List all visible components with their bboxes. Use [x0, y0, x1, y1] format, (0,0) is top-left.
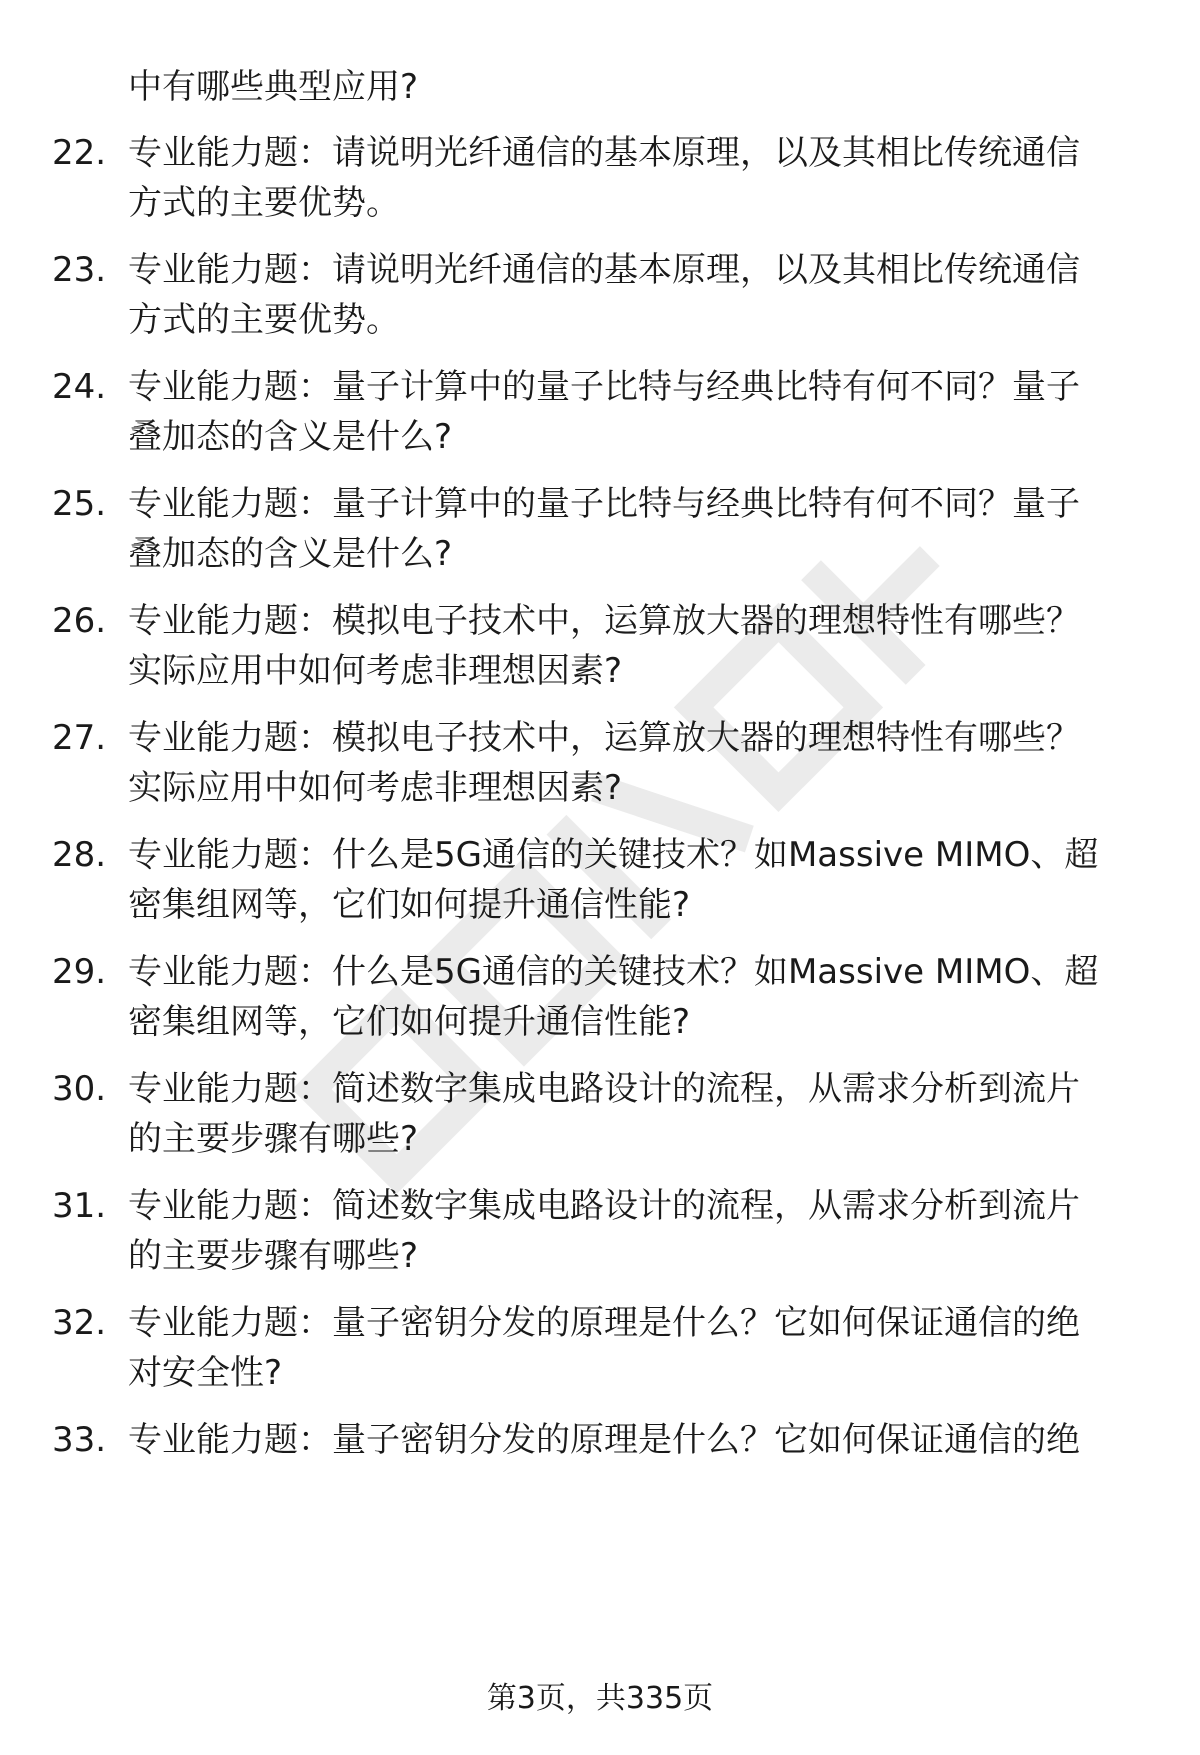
continuation-text: 中有哪些典型应用?	[128, 67, 419, 107]
question-number: 30.	[52, 1069, 107, 1109]
question-text-line2: 对安全性?	[128, 1353, 283, 1393]
question-number: 27.	[52, 718, 107, 758]
question-number: 25.	[52, 484, 107, 524]
question-number: 29.	[52, 952, 107, 992]
question-text-line1: 专业能力题：量子计算中的量子比特与经典比特有何不同？量子	[128, 484, 1080, 524]
question-text-line1: 专业能力题：量子密钥分发的原理是什么？它如何保证通信的绝	[128, 1303, 1080, 1343]
question-text-line2: 的主要步骤有哪些?	[128, 1119, 419, 1159]
question-text-line2: 实际应用中如何考虑非理想因素?	[128, 768, 623, 808]
question-number: 33.	[52, 1420, 107, 1460]
question-text-line2: 叠加态的含义是什么?	[128, 534, 453, 574]
question-text-line1: 专业能力题：量子密钥分发的原理是什么？它如何保证通信的绝	[128, 1420, 1080, 1460]
question-number: 28.	[52, 835, 107, 875]
question-number: 24.	[52, 367, 107, 407]
question-text-line2: 方式的主要优势。	[128, 300, 400, 340]
page-footer: 第3页，共335页	[486, 1681, 714, 1716]
question-text-line1: 专业能力题：请说明光纤通信的基本原理，以及其相比传统通信	[128, 133, 1080, 173]
question-text-line1: 专业能力题：简述数字集成电路设计的流程，从需求分析到流片	[128, 1069, 1080, 1109]
question-text-line1: 专业能力题：简述数字集成电路设计的流程，从需求分析到流片	[128, 1186, 1080, 1226]
question-text-line1: 专业能力题：什么是5G通信的关键技术？如Massive MIMO、超	[128, 835, 1099, 875]
question-text-line2: 实际应用中如何考虑非理想因素?	[128, 651, 623, 691]
question-text-line2: 密集组网等，它们如何提升通信性能?	[128, 885, 691, 925]
question-number: 23.	[52, 250, 107, 290]
question-text-line1: 专业能力题：什么是5G通信的关键技术？如Massive MIMO、超	[128, 952, 1099, 992]
question-text-line1: 专业能力题：模拟电子技术中，运算放大器的理想特性有哪些？	[128, 601, 1080, 641]
question-number: 31.	[52, 1186, 107, 1226]
question-number: 22.	[52, 133, 107, 173]
question-text-line1: 专业能力题：量子计算中的量子比特与经典比特有何不同？量子	[128, 367, 1080, 407]
question-text-line2: 的主要步骤有哪些?	[128, 1236, 419, 1276]
question-text-line2: 方式的主要优势。	[128, 183, 400, 223]
question-text-line1: 专业能力题：模拟电子技术中，运算放大器的理想特性有哪些？	[128, 718, 1080, 758]
question-number: 26.	[52, 601, 107, 641]
question-text-line2: 密集组网等，它们如何提升通信性能?	[128, 1002, 691, 1042]
question-number: 32.	[52, 1303, 107, 1343]
question-text-line2: 叠加态的含义是什么?	[128, 417, 453, 457]
question-text-line1: 专业能力题：请说明光纤通信的基本原理，以及其相比传统通信	[128, 250, 1080, 290]
